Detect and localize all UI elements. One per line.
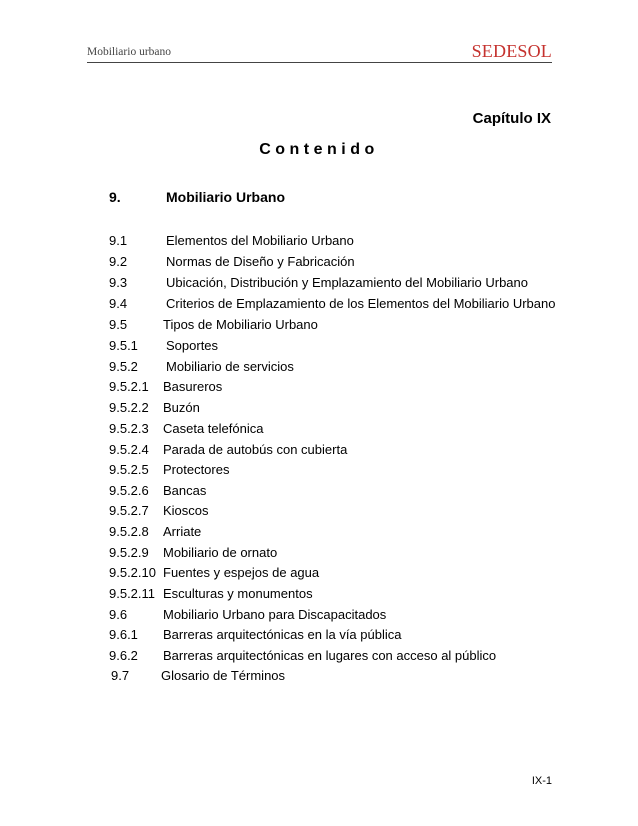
toc-entry-number: 9.6.2 xyxy=(109,648,138,663)
toc-entry xyxy=(0,648,638,666)
toc-entry xyxy=(0,565,638,583)
toc-entry-title: Buzón xyxy=(163,400,200,415)
toc-entry-number: 9.5.2.3 xyxy=(109,421,149,436)
toc-entry-title: Ubicación, Distribución y Emplazamiento del Mobiliario Urbano xyxy=(166,275,528,290)
toc-entry-title: Soportes xyxy=(166,338,219,353)
toc-entry-number: 9.7 xyxy=(111,668,130,683)
toc-entry-title: Parada de autobús con cubierta xyxy=(163,442,348,457)
toc-entry xyxy=(0,545,638,563)
toc-entry-title: Barreras arquitectónicas en la vía pública xyxy=(163,627,402,642)
toc-entry-title: Arriate xyxy=(163,524,202,539)
toc-entry xyxy=(0,254,638,272)
toc-entry-number: 9.5.2.8 xyxy=(109,524,149,539)
toc-entry-number: 9.5.2.2 xyxy=(109,400,149,415)
toc-entry xyxy=(0,462,638,480)
toc-entry-title: Mobiliario de ornato xyxy=(163,545,278,560)
toc-entry-number: 9.5.2.9 xyxy=(109,545,149,560)
toc-entry-number: 9.5.2.5 xyxy=(109,462,149,477)
toc-entry xyxy=(0,524,638,542)
toc-entry xyxy=(0,421,638,439)
toc-entry-title: Elementos del Mobiliario Urbano xyxy=(166,233,354,248)
toc-entry-number: 9.5 xyxy=(109,317,128,332)
header-left-text: Mobiliario urbano xyxy=(87,46,171,58)
toc-entry-title: Bancas xyxy=(163,483,207,498)
toc-entry-number: 9.5.2.10 xyxy=(109,565,156,580)
toc-entry-number: 9.1 xyxy=(109,233,128,248)
toc-entry-title: Fuentes y espejos de agua xyxy=(163,565,320,580)
toc-entry xyxy=(0,317,638,335)
toc-entry xyxy=(0,338,638,356)
toc-entry-title: Esculturas y monumentos xyxy=(163,586,313,601)
toc-entry-number: 9.5.2 xyxy=(109,359,138,374)
toc-entry-title: Normas de Diseño y Fabricación xyxy=(166,254,355,269)
toc-entry-number: 9.2 xyxy=(109,254,128,269)
toc-entry xyxy=(0,442,638,460)
toc-entry xyxy=(0,483,638,501)
main-section-number: 9. xyxy=(109,189,121,205)
toc-entry-number: 9.6.1 xyxy=(109,627,138,642)
toc-entry-number: 9.5.2.1 xyxy=(109,379,149,394)
toc-entry-title: Criterios de Emplazamiento de los Elementos del Mobiliario Urbano xyxy=(166,296,556,311)
toc-entry-number: 9.5.2.7 xyxy=(109,503,149,518)
toc-entry-number: 9.5.2.6 xyxy=(109,483,149,498)
toc-entry-number: 9.3 xyxy=(109,275,128,290)
header-brand: SEDESOL xyxy=(471,41,552,61)
toc-entry xyxy=(0,586,638,604)
toc-entry-number: 9.5.1 xyxy=(109,338,138,353)
page-number: IX-1 xyxy=(531,775,552,787)
toc-entry-title: Kioscos xyxy=(163,503,209,518)
toc-entry xyxy=(0,668,638,686)
chapter-label: Capítulo IX xyxy=(472,110,551,127)
toc-entry-number: 9.4 xyxy=(109,296,128,311)
toc-entry-title: Mobiliario Urbano para Discapacitados xyxy=(163,607,387,622)
main-section-title: Mobiliario Urbano xyxy=(166,189,285,205)
toc-entry xyxy=(0,607,638,625)
toc-entry-title: Tipos de Mobiliario Urbano xyxy=(163,317,318,332)
toc-entry xyxy=(0,233,638,251)
toc-entry xyxy=(0,503,638,521)
toc-entry-title: Mobiliario de servicios xyxy=(166,359,294,374)
toc-entry xyxy=(0,379,638,397)
toc-entry xyxy=(0,275,638,293)
toc-entry xyxy=(0,296,638,314)
toc-entry-title: Glosario de Términos xyxy=(161,668,286,683)
toc-entry-title: Basureros xyxy=(163,379,223,394)
contents-title: Contenido xyxy=(259,141,379,158)
toc-entry-title: Protectores xyxy=(163,462,230,477)
toc-entry-number: 9.5.2.4 xyxy=(109,442,149,457)
toc-entry xyxy=(0,400,638,418)
toc-entry-number: 9.5.2.11 xyxy=(109,586,156,601)
toc-entry xyxy=(0,627,638,645)
toc-entry-title: Caseta telefónica xyxy=(163,421,264,436)
toc-entry-title: Barreras arquitectónicas en lugares con acceso al público xyxy=(163,648,497,663)
toc-entry xyxy=(0,359,638,377)
toc-entry-number: 9.6 xyxy=(109,607,128,622)
